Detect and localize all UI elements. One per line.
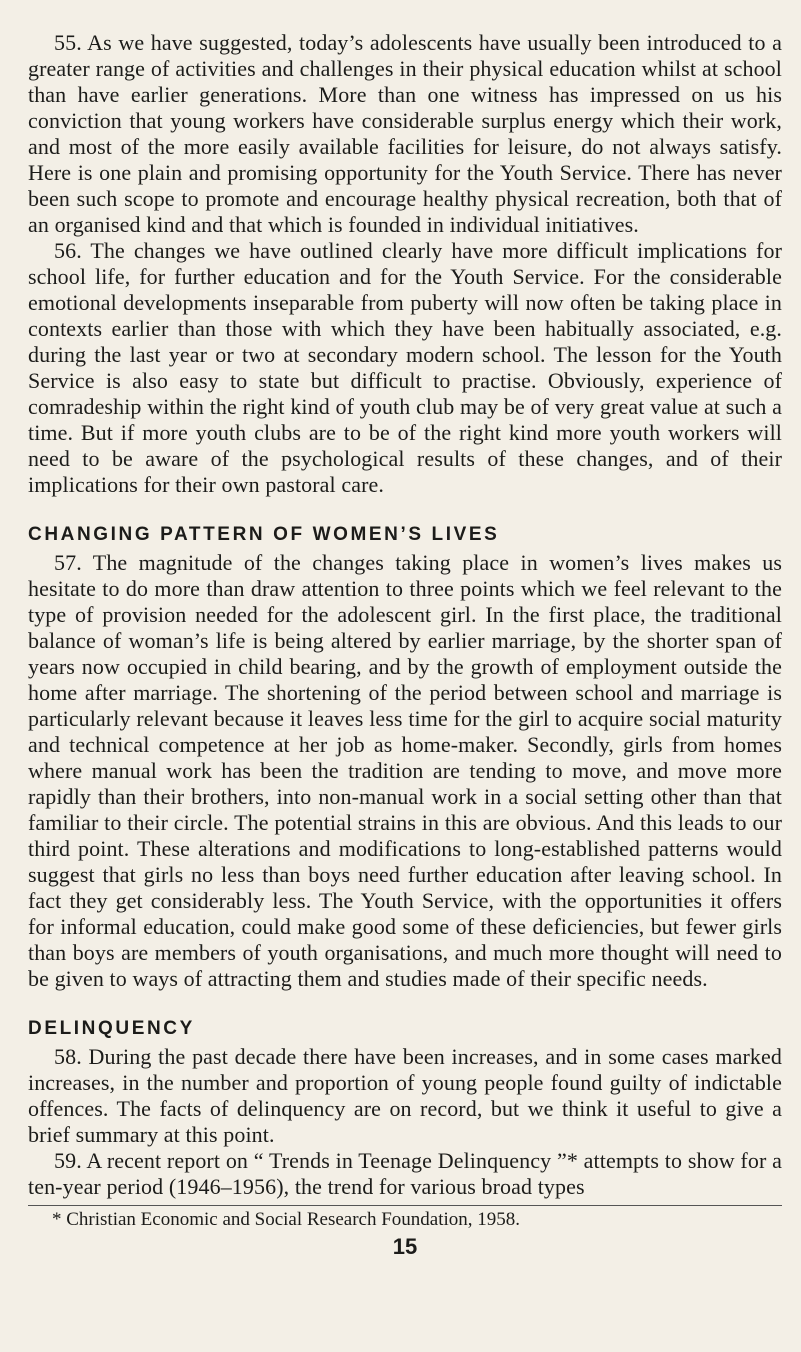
document-page	[28, 30, 782, 1260]
paragraph-55: 55. As we have suggested, today’s adolescents have usually been introduced to a greater range of activities and challenges in their physical education whilst at school than have earlier generations. More than one witness has impressed on us his conviction that young workers have considerable surplus energy which their work, and most of the more easily available facilities for leisure, do not always satisfy. Here is one plain and promising opportunity for the Youth Service. There has never been such scope to promote and encourage healthy physical recreation, both that of an organised kind and that which is founded in individual initiatives.	[28, 30, 782, 237]
paragraph-59: 59. A recent report on “ Trends in Teenage Delinquency ”* attempts to show for a ten-year period (1946–1956), the trend for various broad types	[28, 1148, 782, 1199]
paragraph-58: 58. During the past decade there have been increases, and in some cases marked increases, in the number and proportion of young people found guilty of indictable offences. The facts of delinquency are on record, but we think it useful to give a brief summary at this point.	[28, 1044, 782, 1147]
section-heading-delinquency: DELINQUENCY	[28, 1018, 195, 1039]
page-number: 15	[392, 1234, 418, 1259]
section-heading-women: CHANGING PATTERN OF WOMEN’S LIVES	[28, 524, 500, 545]
paragraph-57: 57. The magnitude of the changes taking place in women’s lives makes us hesitate to do more than draw attention to three points which we feel relevant to the type of provision needed for the adolescent girl. In the first place, the traditional balance of woman’s life is being altered by earlier marriage, by the shorter span of years now occupied in child bearing, and by the growth of employment outside the home after marriage. The shortening of the period between school and marriage is particularly relevant because it leaves less time for the girl to acquire social maturity and technical competence at her job as home-maker. Secondly, girls from homes where manual work has been the tradition are tending to move, and move more rapidly than their brothers, into non-manual work in a social setting other than that familiar to their circle. The potential strains in this are obvious. And this leads to our third point. These alterations and modifications to long-established patterns would suggest that girls no less than boys need further education after leaving school. In fact they get considerably less. The Youth Service, with the opportunities it offers for informal education, could make good some of these deficiencies, but fewer girls than boys are members of youth organisations, and much more thought will need to be given to ways of attracting them and studies made of their specific needs.	[28, 550, 782, 991]
footnote-divider	[28, 1205, 782, 1206]
paragraph-56: 56. The changes we have outlined clearly have more difficult implications for school life, for further education and for the Youth Service. For the considerable emotional developments inseparable from puberty will now often be taking place in contexts earlier than those with which they have been habitually associated, e.g. during the last year or two at secondary modern school. The lesson for the Youth Service is also easy to state but difficult to practise. Obviously, experience of comradeship within the right kind of youth club may be of very great value at such a time. But if more youth clubs are to be of the right kind more youth workers will need to be aware of the psychological results of these changes, and of their implications for their own pastoral care.	[28, 238, 782, 497]
footnote: * Christian Economic and Social Research Foundation, 1958.	[52, 1209, 521, 1230]
